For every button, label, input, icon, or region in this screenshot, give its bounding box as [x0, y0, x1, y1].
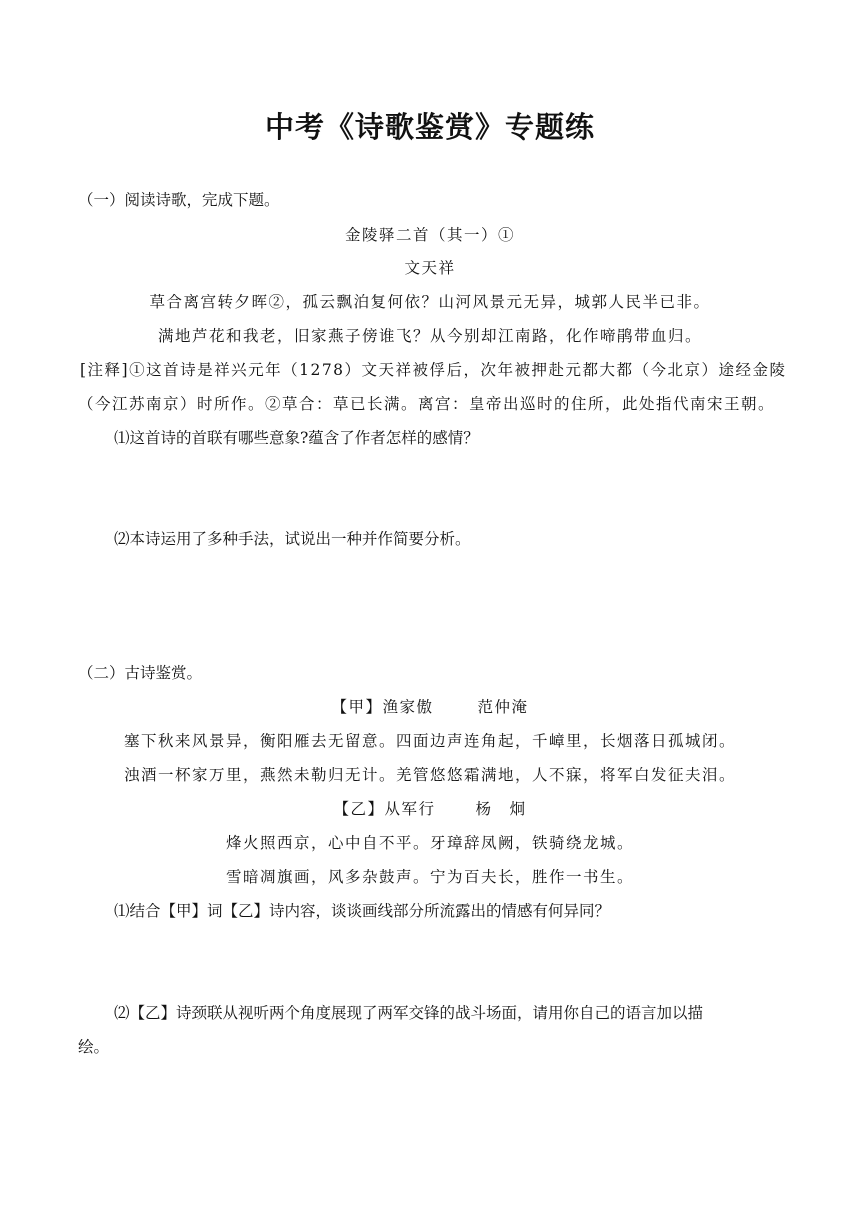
jia-author: 范仲淹	[477, 698, 529, 716]
jia-title-row	[0, 697, 860, 717]
question-2-1: ⑴结合【甲】词【乙】诗内容，谈谈画线部分所流露出的情感有何异同？	[114, 902, 611, 920]
poem1-author: 文天祥	[404, 259, 456, 277]
section1-heading: （一）阅读诗歌，完成下题。	[78, 191, 280, 209]
yi-title: 【乙】从军行	[333, 800, 436, 818]
page-title: 中考《诗歌鉴赏》专题练	[264, 110, 595, 144]
poem1-note-line: [注释]①这首诗是祥兴元年（1278）文天祥被俘后，次年被押赴元都大都（今北京）途经金陵	[80, 361, 787, 379]
yi-title-row	[0, 799, 860, 819]
question-2-2: ⑵【乙】诗颈联从视听两个角度展现了两军交锋的战斗场面，请用你自己的语言加以描	[114, 1004, 704, 1022]
yi-line: 雪暗凋旗画，风多杂鼓声。宁为百夫长，胜作一书生。	[225, 868, 634, 886]
question-1-1: ⑴这首诗的首联有哪些意象?蕴含了作者怎样的感情？	[114, 429, 479, 447]
yi-author: 杨 炯	[475, 800, 527, 818]
question-2-2-cont: 绘。	[78, 1038, 110, 1056]
section2-heading: （二）古诗鉴赏。	[78, 664, 203, 682]
jia-title: 【甲】渔家傲	[331, 698, 434, 716]
jia-line: 塞下秋来风景异，衡阳雁去无留意。四面边声连角起，千嶂里，长烟落日孤城闭。	[123, 732, 736, 750]
poem1-note-line: （今江苏南京）时所作。②草合：草已长满。离宫：皇帝出巡时的住所，此处指代南宋王朝。	[78, 395, 776, 413]
poem1-line: 草合离宫转夕晖②，孤云飘泊复何依？山河风景元无异，城郭人民半已非。	[149, 293, 711, 311]
jia-line: 浊酒一杯家万里，燕然未勒归无计。羌管悠悠霜满地，人不寐，将军白发征夫泪。	[123, 766, 736, 784]
poem1-line: 满地芦花和我老，旧家燕子傍谁飞？从今别却江南路，化作啼鹃带血归。	[157, 327, 702, 345]
poem1-title: 金陵驿二首（其一）①	[344, 226, 515, 244]
yi-line: 烽火照西京，心中自不平。牙璋辞凤阙，铁骑绕龙城。	[225, 834, 634, 852]
question-1-2: ⑵本诗运用了多种手法，试说出一种并作简要分析。	[114, 530, 471, 548]
